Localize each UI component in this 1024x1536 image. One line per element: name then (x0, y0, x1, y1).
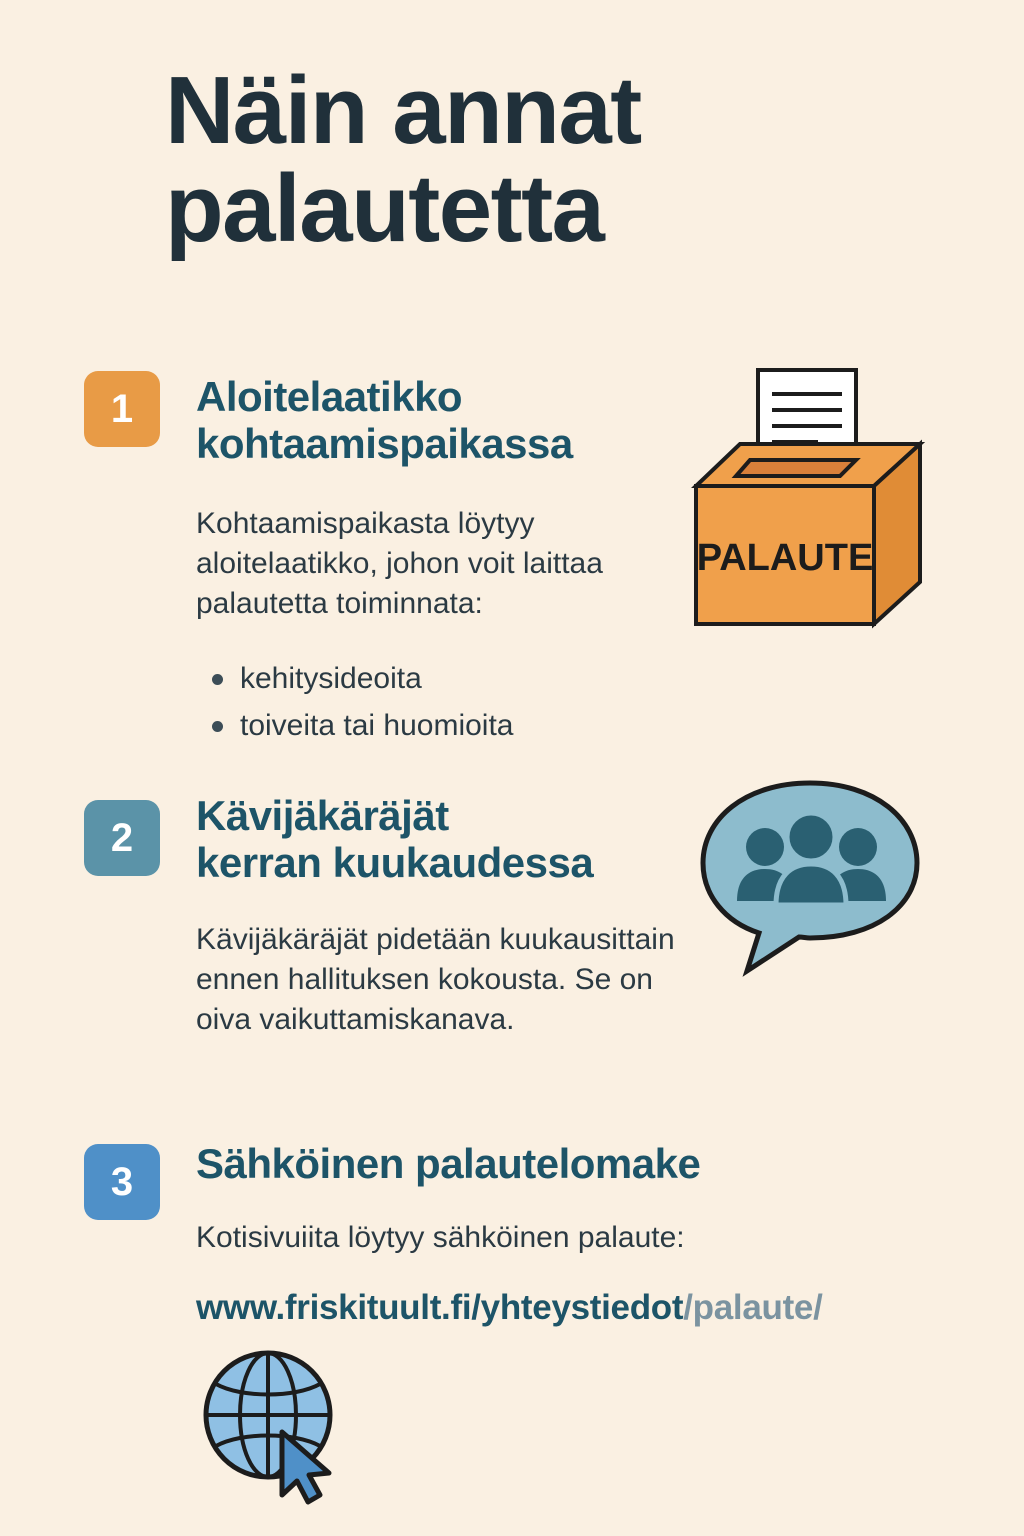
feedback-box-icon (680, 358, 940, 668)
page-title-line-2: palautetta (165, 154, 604, 262)
step-3-number-badge (84, 1144, 160, 1220)
feedback-form-link[interactable] (196, 1288, 956, 1328)
globe-cursor-icon (196, 1340, 356, 1505)
step-2-number-badge (84, 800, 160, 876)
step-1-heading-line-1: Aloitelaatikko (196, 373, 463, 420)
step-1-heading (196, 373, 716, 467)
step-1-bullet-list (196, 656, 710, 749)
step-3-body: Kotisivuiita löytyy sähköinen palaute: (196, 1221, 685, 1254)
step-2-number: 2 (110, 816, 134, 860)
step-1-number: 1 (110, 387, 134, 431)
step-2-heading-line-1: Kävijäkäräjät (196, 792, 449, 839)
step-1-number-badge (84, 371, 160, 447)
step-3-heading (196, 1140, 916, 1187)
list-item: toiveita tai huomioita (240, 703, 710, 750)
page-title (165, 57, 925, 262)
step-2-body: Kävijäkäräjät pidetään kuukausittain ennen hallituksen kokousta. Se on oiva vaikuttamiskanava. (196, 923, 675, 1036)
step-3-heading-line-1: Sähköinen palautelomake (196, 1140, 701, 1187)
feedback-form-link-tail: /palaute/ (683, 1288, 823, 1327)
list-item: kehitysideoita (240, 656, 710, 703)
feedback-form-link-main: www.friskituult.fi/yhteystiedot (196, 1288, 684, 1327)
step-3-number: 3 (110, 1160, 134, 1204)
step-2-heading-line-2: kerran kuukaudessa (196, 839, 594, 887)
step-1-heading-line-2: kohtaamispaikassa (196, 420, 573, 468)
step-2-heading (196, 792, 716, 886)
feedback-box-label: PALAUTE (696, 537, 874, 579)
page-title-line-1: Näin annat (165, 57, 641, 164)
speech-bubble-people-icon (695, 775, 925, 980)
step-1-body: Kohtaamispaikasta löytyy aloitelaatikko, johon voit laittaa palautetta toiminnata: (196, 507, 603, 620)
